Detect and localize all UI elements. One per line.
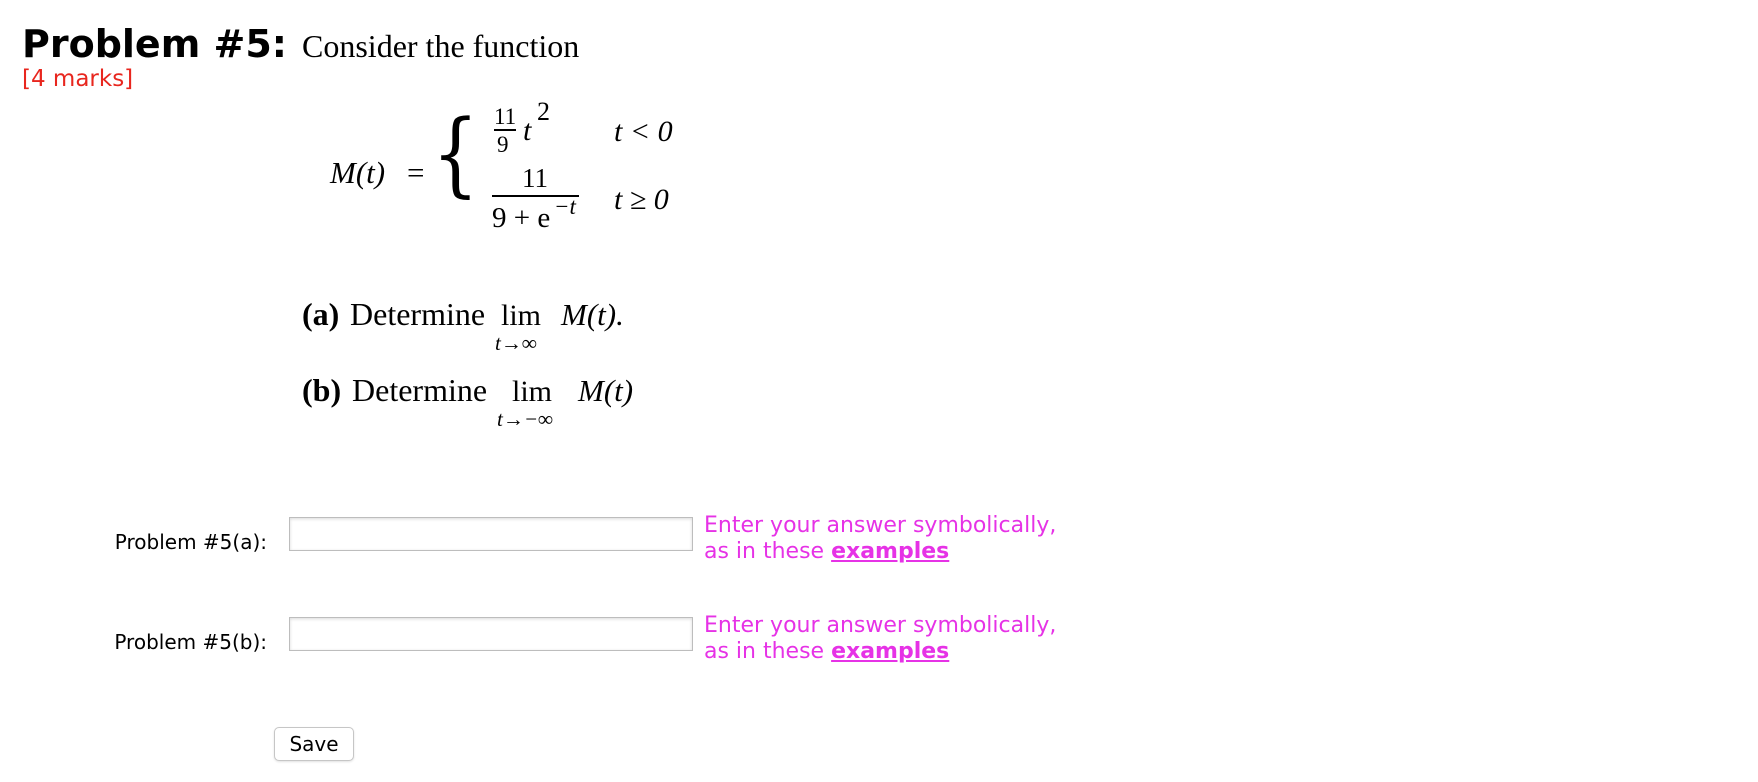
answer-a-input[interactable] bbox=[289, 517, 693, 551]
part-b-lim: lim bbox=[512, 375, 553, 408]
answer-a-hint bbox=[704, 513, 1056, 565]
answer-b-label: Problem #5(b): bbox=[114, 630, 267, 654]
answer-a-hint-line1: Enter your answer symbolically, bbox=[704, 513, 1057, 538]
part-a-expression: M(t). bbox=[561, 297, 624, 332]
answer-a-examples-link[interactable]: examples bbox=[831, 539, 950, 564]
marks-label: [4 marks] bbox=[22, 66, 134, 92]
part-a-label: (a) bbox=[302, 296, 340, 332]
answer-b-hint-line1: Enter your answer symbolically, bbox=[704, 613, 1057, 638]
answer-a-hint-text: as in these bbox=[704, 539, 825, 564]
equals-sign: = bbox=[407, 155, 425, 190]
part-b-text: Determine bbox=[352, 372, 488, 408]
answer-b-hint-line2 bbox=[704, 639, 1056, 665]
piece1-variable: t bbox=[523, 114, 532, 147]
piece2-exponent: −t bbox=[554, 194, 576, 219]
part-a-text: Determine bbox=[350, 296, 486, 332]
piece1-fraction-bar bbox=[494, 129, 516, 131]
answer-b-input[interactable] bbox=[289, 617, 693, 651]
function-name: M(t) bbox=[330, 155, 386, 190]
piece2-denominator: 9 + e bbox=[492, 202, 551, 234]
answer-b-examples-link[interactable]: examples bbox=[831, 639, 950, 664]
part-a-lim-subscript: t→∞ bbox=[495, 331, 537, 355]
problem-title: Problem #5: bbox=[22, 22, 287, 66]
piece2-condition: t ≥ 0 bbox=[614, 183, 669, 216]
answer-a-hint-line2 bbox=[704, 539, 1056, 565]
piece2-numerator: 11 bbox=[522, 163, 548, 193]
part-a-lim: lim bbox=[501, 299, 542, 332]
part-b-label: (b) bbox=[302, 372, 342, 408]
answer-a-label: Problem #5(a): bbox=[114, 530, 267, 554]
piece1-coefficient-numerator: 11 bbox=[494, 104, 517, 129]
save-button[interactable]: Save bbox=[274, 727, 354, 761]
piece1-coefficient-denominator: 9 bbox=[497, 132, 509, 157]
part-b-expression: M(t) bbox=[578, 373, 634, 408]
answer-b-hint bbox=[704, 613, 1056, 665]
piece1-exponent: 2 bbox=[537, 97, 550, 126]
piecewise-brace: { bbox=[432, 100, 479, 207]
part-b-lim-subscript: t→−∞ bbox=[497, 407, 553, 431]
problem-intro: Consider the function bbox=[302, 28, 580, 64]
piece1-condition: t < 0 bbox=[614, 115, 673, 148]
answer-b-hint-text: as in these bbox=[704, 639, 825, 664]
